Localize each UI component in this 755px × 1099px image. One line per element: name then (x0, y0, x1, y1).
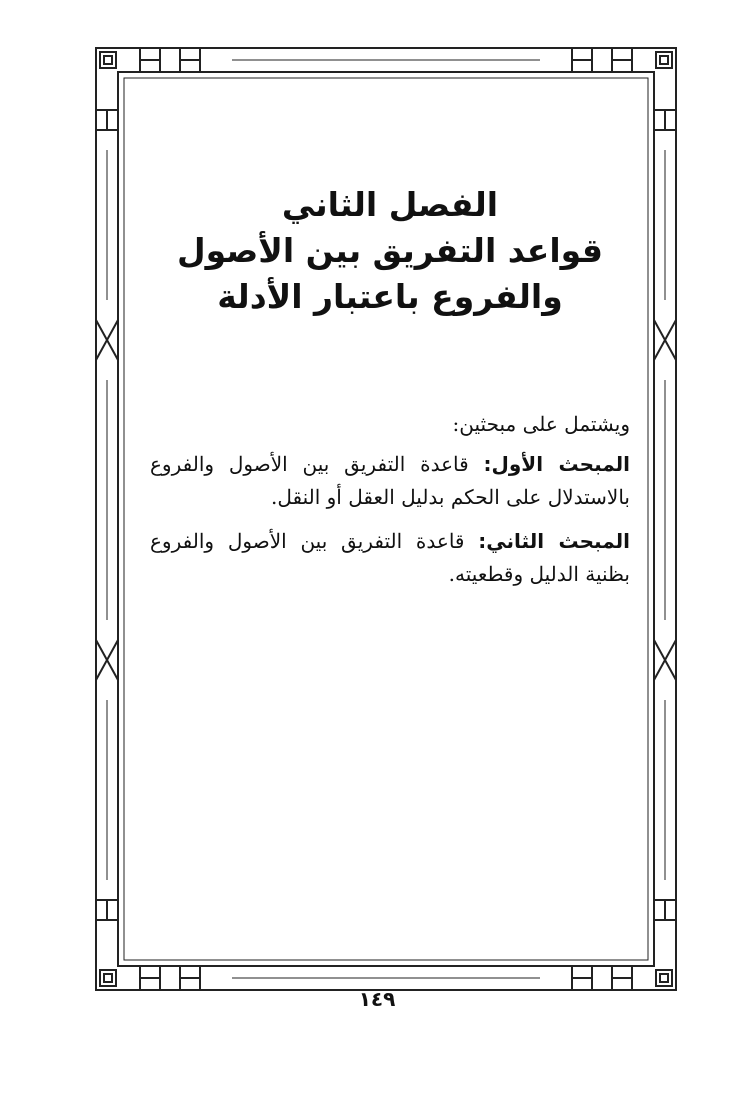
chapter-title (150, 182, 630, 320)
page-number: ١٤٩ (358, 987, 396, 1011)
section-label: المبحث الأول: (483, 452, 631, 476)
chapter-title-line: الفصل الثاني (281, 185, 499, 224)
chapter-title-line: قواعد التفريق بين الأصول (177, 231, 603, 270)
section-label: المبحث الثاني: (478, 529, 630, 553)
section-text: قاعدة التفريق بين الأصول والفروع بالاستدلال على الحكم بدليل العقل أو النقل. (150, 452, 630, 509)
section-item (150, 448, 630, 514)
section-text: قاعدة التفريق بين الأصول والفروع بظنية الدليل وقطعيته. (150, 529, 630, 586)
intro-text: ويشتمل على مبحثين: (452, 412, 630, 436)
section-item (150, 525, 630, 591)
page-content (150, 0, 630, 1099)
chapter-title-line: والفروع باعتبار الأدلة (217, 277, 563, 316)
